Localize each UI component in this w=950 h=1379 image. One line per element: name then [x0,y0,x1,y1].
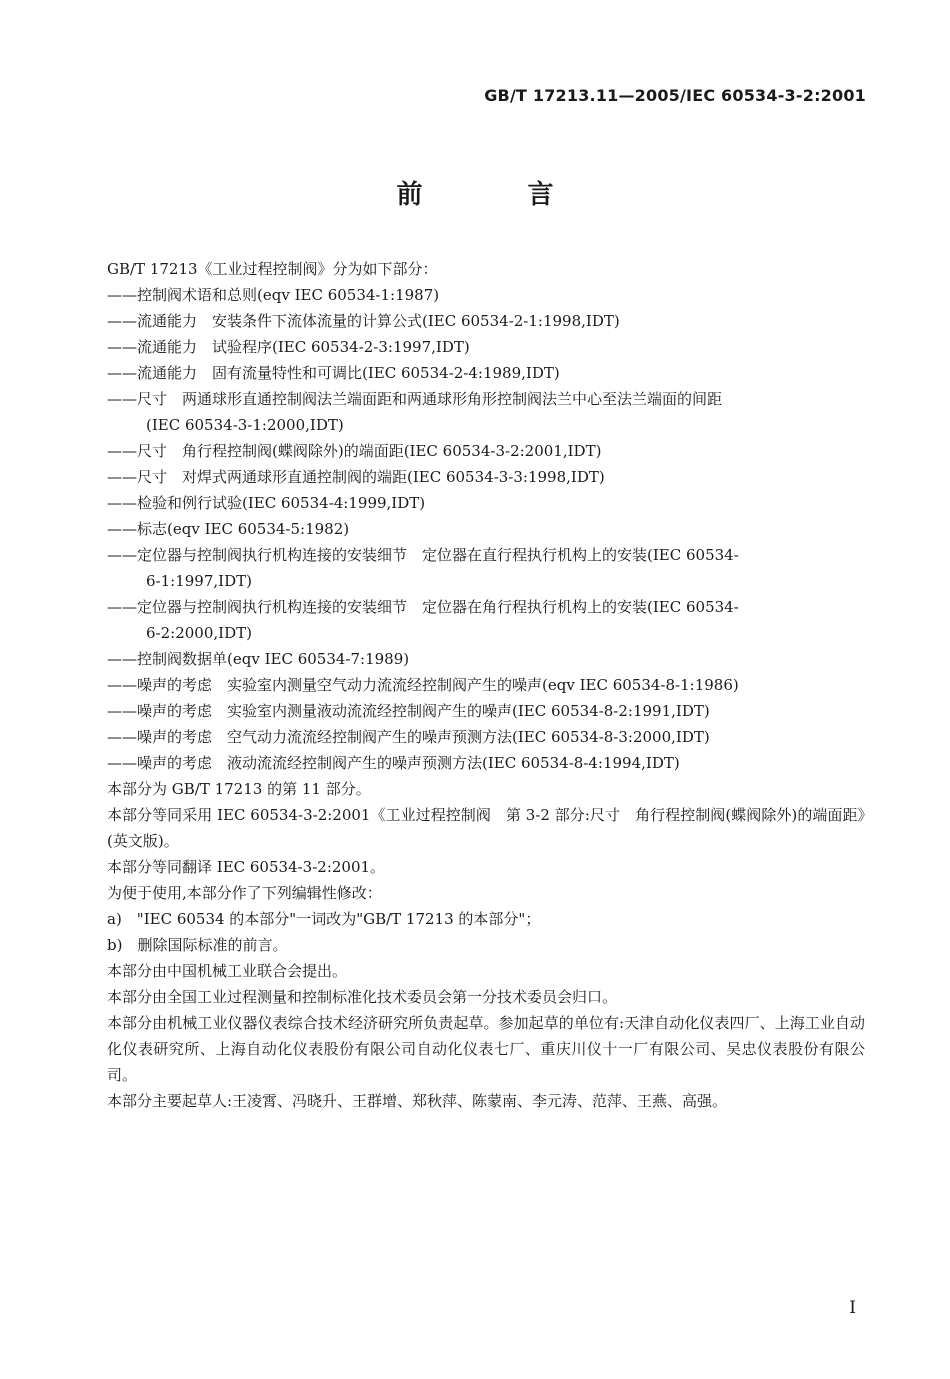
parts-list [107,282,865,776]
paragraph: 为便于使用,本部分作了下列编辑性修改： [107,884,382,902]
part-list-item: ——噪声的考虑 实验室内测量空气动力流流经控制阀产生的噪声(eqv IEC 60534-8-1:1986) [107,676,739,694]
page-number: I [849,1298,856,1318]
part-list-item-continuation: 6-1:1997,IDT) [146,572,252,590]
foreword-body [107,256,865,1114]
part-list-item: ——噪声的考虑 液动流流经控制阀产生的噪声预测方法(IEC 60534-8-4:1994,IDT) [107,754,680,772]
paragraph: 本部分等同翻译 IEC 60534-3-2:2001。 [107,858,386,876]
part-list-item: ——控制阀数据单(eqv IEC 60534-7:1989) [107,650,410,668]
part-list-item: ——噪声的考虑 空气动力流流经控制阀产生的噪声预测方法(IEC 60534-8-3:2000,IDT) [107,728,710,746]
modification-item: b) 删除国际标准的前言。 [107,936,288,954]
part-list-item-continuation: (IEC 60534-3-1:2000,IDT) [146,416,344,434]
part-list-item: ——定位器与控制阀执行机构连接的安装细节 定位器在直行程执行机构上的安装(IEC 60534- [107,546,739,564]
part-list-item: ——控制阀术语和总则(eqv IEC 60534-1:1987) [107,286,440,304]
part-list-item: ——检验和例行试验(IEC 60534-4:1999,IDT) [107,494,426,512]
part-list-item: ——流通能力 试验程序(IEC 60534-2-3:1997,IDT) [107,338,470,356]
paragraph: 本部分为 GB/T 17213 的第 11 部分。 [107,780,371,798]
page-title: 前 言 [396,180,602,210]
part-list-item: ——流通能力 安装条件下流体流量的计算公式(IEC 60534-2-1:1998,IDT) [107,312,620,330]
intro-line: GB/T 17213《工业过程控制阀》分为如下部分： [107,260,438,278]
part-list-item: ——流通能力 固有流量特性和可调比(IEC 60534-2-4:1989,IDT) [107,364,560,382]
part-list-item: ——尺寸 对焊式两通球形直通控制阀的端距(IEC 60534-3-3:1998,IDT) [107,468,605,486]
paragraph: 本部分主要起草人:王凌霄、冯晓升、王群增、郑秋萍、陈蒙南、李元涛、范萍、王燕、高强。 [107,1092,728,1110]
part-list-item: ——尺寸 两通球形直通控制阀法兰端面距和两通球形角形控制阀法兰中心至法兰端面的间距 [107,390,723,408]
standard-code: GB/T 17213.11—2005/IEC 60534-3-2:2001 [484,86,866,105]
part-list-item: ——噪声的考虑 实验室内测量液动流流经控制阀产生的噪声(IEC 60534-8-2:1991,IDT) [107,702,710,720]
paragraph: 本部分由中国机械工业联合会提出。 [107,962,348,980]
modification-item: a) "IEC 60534 的本部分"一词改为"GB/T 17213 的本部分"； [107,910,541,928]
paragraph: 本部分由机械工业仪器仪表综合技术经济研究所负责起草。参加起草的单位有:天津自动化仪表四厂、上海工业自动化仪表研究所、上海自动化仪表股份有限公司自动化仪表七厂、重庆川仪十一厂有限公司、吴忠仪表股份有限公司。 [107,1014,865,1084]
part-list-item: ——尺寸 角行程控制阀(蝶阀除外)的端面距(IEC 60534-3-2:2001,IDT) [107,442,602,460]
paragraph: 本部分等同采用 IEC 60534-3-2:2001《工业过程控制阀 第 3-2 部分:尺寸 角行程控制阀(蝶阀除外)的端面距》(英文版)。 [107,806,865,850]
part-list-item: ——定位器与控制阀执行机构连接的安装细节 定位器在角行程执行机构上的安装(IEC 60534- [107,598,739,616]
paragraph: 本部分由全国工业过程测量和控制标准化技术委员会第一分技术委员会归口。 [107,988,618,1006]
part-list-item-continuation: 6-2:2000,IDT) [146,624,252,642]
part-list-item: ——标志(eqv IEC 60534-5:1982) [107,520,350,538]
